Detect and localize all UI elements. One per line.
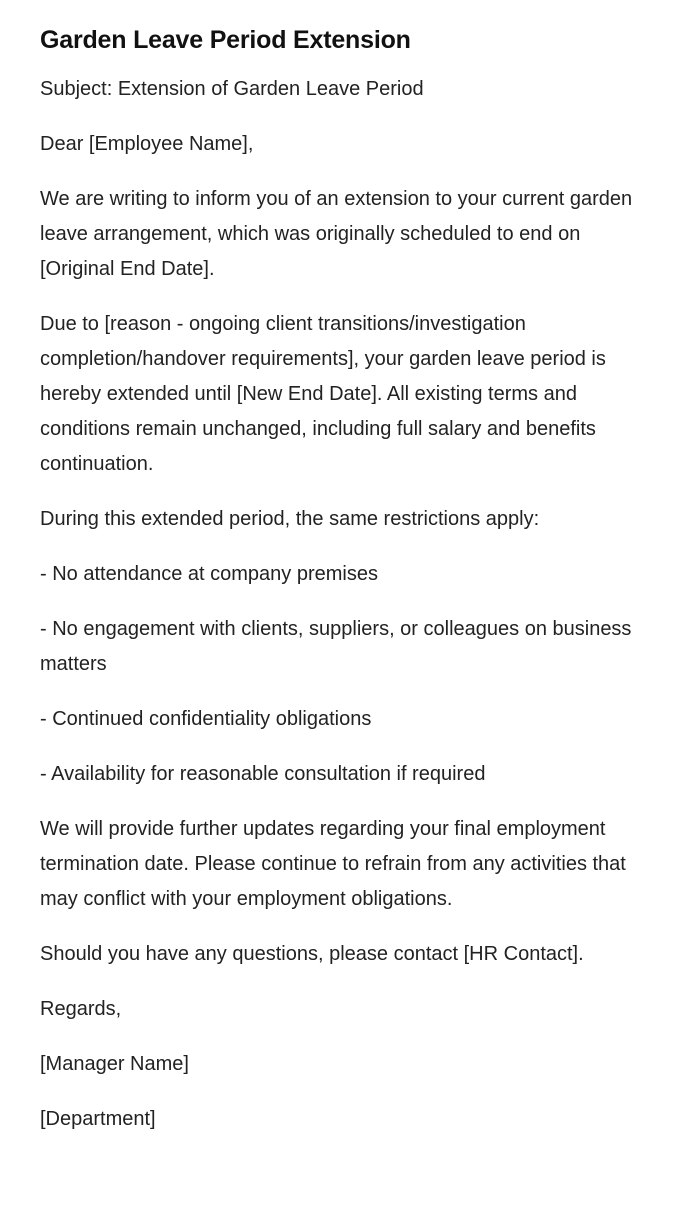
restrictions-intro: During this extended period, the same restrictions apply:: [40, 508, 540, 530]
body-paragraph-intro: We are writing to inform you of an extension to your current garden leave arrangement, which was originally scheduled to end on [Original End Date].: [40, 188, 633, 280]
contact-line: Should you have any questions, please contact [HR Contact].: [40, 943, 584, 965]
closing: Regards,: [40, 998, 122, 1020]
restriction-item: - No engagement with clients, suppliers, or colleagues on business matters: [40, 618, 632, 675]
subject-line: Subject: Extension of Garden Leave Period: [40, 78, 424, 100]
signature-department: [Department]: [40, 1108, 156, 1130]
restriction-item: - No attendance at company premises: [40, 563, 378, 585]
salutation: Dear [Employee Name],: [40, 133, 254, 155]
document-title: Garden Leave Period Extension: [40, 26, 411, 54]
signature-name: [Manager Name]: [40, 1053, 189, 1075]
body-paragraph-extension: Due to [reason - ongoing client transitions/investigation completion/handover requirements], your garden leave period is hereby extended until [New End Date]. All existing terms and conditions remain unchanged, including full salary and benefits continuation.: [40, 313, 606, 475]
restriction-item: - Availability for reasonable consultation if required: [40, 763, 486, 785]
restriction-item: - Continued confidentiality obligations: [40, 708, 372, 730]
body-paragraph-updates: We will provide further updates regarding your final employment termination date. Please continue to refrain from any activities that may conflict with your employment obligations.: [40, 818, 626, 910]
